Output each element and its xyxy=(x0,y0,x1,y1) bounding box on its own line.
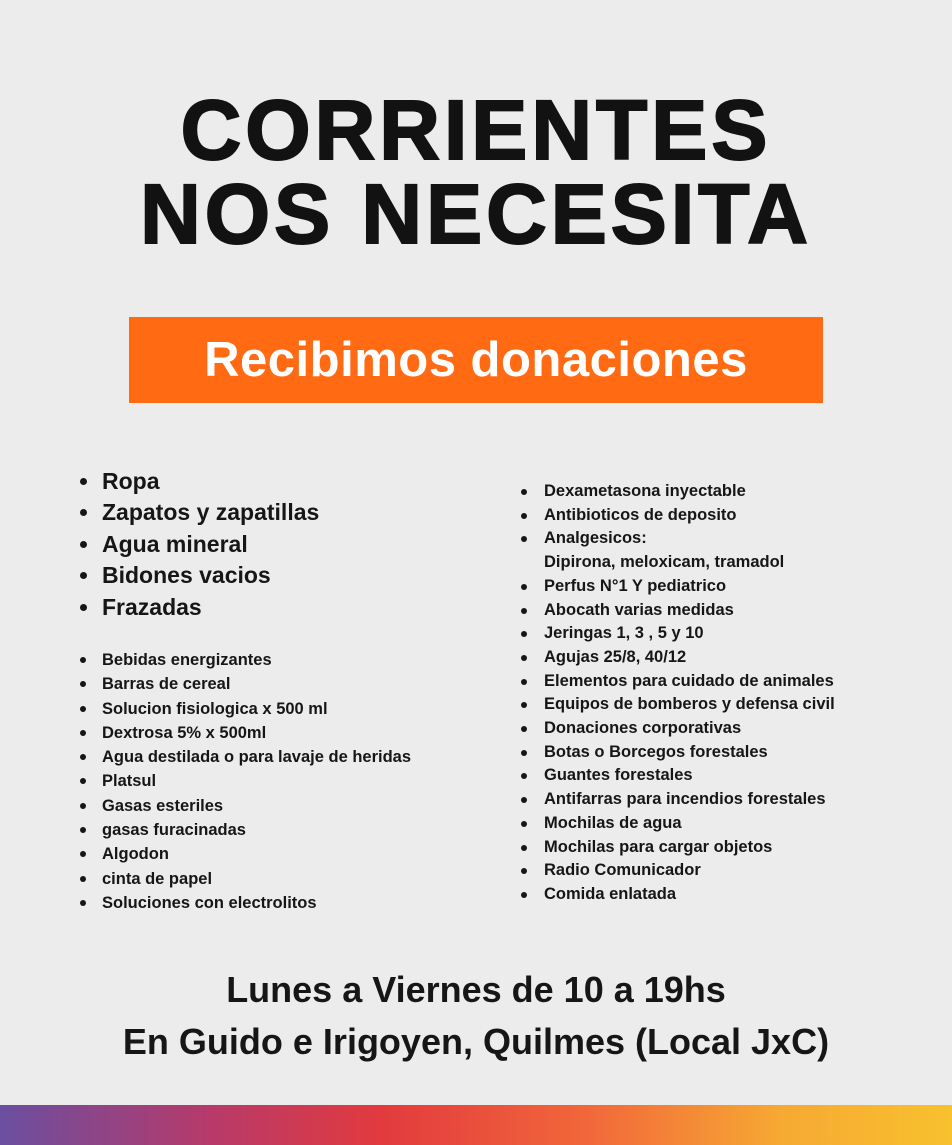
bullet-icon xyxy=(80,778,86,784)
list-item xyxy=(519,859,835,883)
item-label: Abocath varias medidas xyxy=(544,600,734,619)
bullet-icon xyxy=(521,773,527,779)
item-label: Algodon xyxy=(102,845,169,864)
list-item xyxy=(78,891,411,915)
bullet-icon xyxy=(521,868,527,874)
list-item xyxy=(78,818,411,842)
bullet-icon xyxy=(521,584,527,590)
list-item xyxy=(78,769,411,793)
item-label: Agua destilada o para lavaje de heridas xyxy=(102,748,412,767)
item-label: Bidones vacios xyxy=(102,562,271,589)
item-label: Mochilas para cargar objetos xyxy=(544,837,773,856)
item-label: Agujas 25/8, 40/12 xyxy=(544,647,687,666)
list-item xyxy=(78,867,411,891)
list-item xyxy=(519,599,835,623)
list-item xyxy=(78,497,319,528)
item-label: Dexametasona inyectable xyxy=(544,482,746,500)
list-item xyxy=(519,670,835,694)
item-label: Soluciones con electrolitos xyxy=(102,893,317,912)
bullet-icon xyxy=(80,851,86,857)
bullet-icon xyxy=(521,489,527,495)
bullet-icon xyxy=(80,478,87,485)
bullet-icon xyxy=(521,513,527,519)
list-item xyxy=(78,842,411,866)
color-gradient-stripe xyxy=(0,1105,952,1145)
bullet-icon xyxy=(80,657,86,663)
item-label: Solucion fisiologica x 500 ml xyxy=(102,699,328,718)
list-item xyxy=(519,527,835,551)
bullet-icon xyxy=(80,572,87,579)
item-label: gasas furacinadas xyxy=(102,821,246,840)
item-label: Jeringas 1, 3 , 5 y 10 xyxy=(544,624,704,643)
list-item xyxy=(519,622,835,646)
bullet-icon xyxy=(80,900,86,906)
list-item xyxy=(78,721,411,745)
item-label: Frazadas xyxy=(102,593,202,620)
item-label: Antifarras para incendios forestales xyxy=(544,790,826,809)
list-item-continuation xyxy=(519,551,835,575)
list-item xyxy=(78,648,411,672)
item-label: Agua mineral xyxy=(102,530,248,557)
item-label: Barras de cereal xyxy=(102,675,231,694)
item-label: Antibioticos de deposito xyxy=(544,505,737,524)
bullet-icon xyxy=(80,803,86,809)
bullet-icon xyxy=(521,726,527,732)
bullet-icon xyxy=(80,681,86,687)
list-item xyxy=(519,504,835,528)
list-item xyxy=(519,693,835,717)
bullet-icon xyxy=(80,730,86,736)
item-label: Comida enlatada xyxy=(544,884,677,903)
bullet-icon xyxy=(521,655,527,661)
bullet-icon xyxy=(521,750,527,756)
item-label: Analgesicos: xyxy=(544,529,647,548)
item-label: Gasas esteriles xyxy=(102,796,224,815)
bullet-icon xyxy=(80,827,86,833)
list-item xyxy=(78,697,411,721)
list-item xyxy=(78,560,319,591)
item-label: Zapatos y zapatillas xyxy=(102,499,320,526)
bullet-icon xyxy=(521,821,527,827)
address-text: En Guido e Irigoyen, Quilmes (Local JxC) xyxy=(122,1021,830,1062)
item-label: Dextrosa 5% x 500ml xyxy=(102,723,267,742)
item-label: Mochilas de agua xyxy=(544,813,682,832)
item-label: Platsul xyxy=(102,772,157,791)
bullet-icon xyxy=(521,536,527,542)
item-label: Donaciones corporativas xyxy=(544,719,742,738)
list-item xyxy=(519,480,835,504)
list-item xyxy=(78,794,411,818)
list-item xyxy=(519,883,835,907)
bullet-icon xyxy=(521,608,527,614)
item-label: Botas o Borcegos forestales xyxy=(544,742,768,761)
supplies-list-left xyxy=(78,648,411,915)
item-label: Bebidas energizantes xyxy=(102,651,272,669)
main-items-list xyxy=(78,466,319,623)
item-label: Guantes forestales xyxy=(544,766,693,785)
bullet-icon xyxy=(80,509,87,516)
item-label: cinta de papel xyxy=(102,869,213,888)
poster-title-line-1: CORRIENTES xyxy=(180,83,772,177)
supplies-list-right xyxy=(519,480,835,907)
list-item xyxy=(78,672,411,696)
list-item xyxy=(519,646,835,670)
schedule-text: Lunes a Viernes de 10 a 19hs xyxy=(226,969,726,1010)
list-item xyxy=(519,764,835,788)
bullet-icon xyxy=(521,702,527,708)
list-item xyxy=(78,592,319,623)
item-label: Radio Comunicador xyxy=(544,861,701,880)
list-item xyxy=(519,812,835,836)
bullet-icon xyxy=(80,706,86,712)
bullet-icon xyxy=(521,679,527,685)
list-item xyxy=(519,717,835,741)
list-item xyxy=(519,575,835,599)
banner-text: Recibimos donaciones xyxy=(204,333,748,387)
list-item xyxy=(519,836,835,860)
item-label: Perfus N°1 Y pediatrico xyxy=(544,576,727,595)
list-item xyxy=(78,529,319,560)
bullet-icon xyxy=(521,631,527,637)
list-item xyxy=(519,741,835,765)
item-label: Elementos para cuidado de animales xyxy=(544,671,834,690)
donations-banner xyxy=(129,317,823,403)
bullet-icon xyxy=(521,845,527,851)
list-item xyxy=(78,745,411,769)
bullet-icon xyxy=(521,892,527,898)
bullet-icon xyxy=(80,754,86,760)
poster-title-line-2: NOS NECESITA xyxy=(140,167,812,261)
list-item xyxy=(78,466,319,497)
list-item xyxy=(519,788,835,812)
bullet-icon xyxy=(521,797,527,803)
item-label: Dipirona, meloxicam, tramadol xyxy=(544,553,785,572)
bullet-icon xyxy=(80,541,87,548)
bullet-icon xyxy=(80,604,87,611)
item-label: Ropa xyxy=(102,468,160,494)
item-label: Equipos de bomberos y defensa civil xyxy=(544,695,835,714)
bullet-icon xyxy=(80,876,86,882)
